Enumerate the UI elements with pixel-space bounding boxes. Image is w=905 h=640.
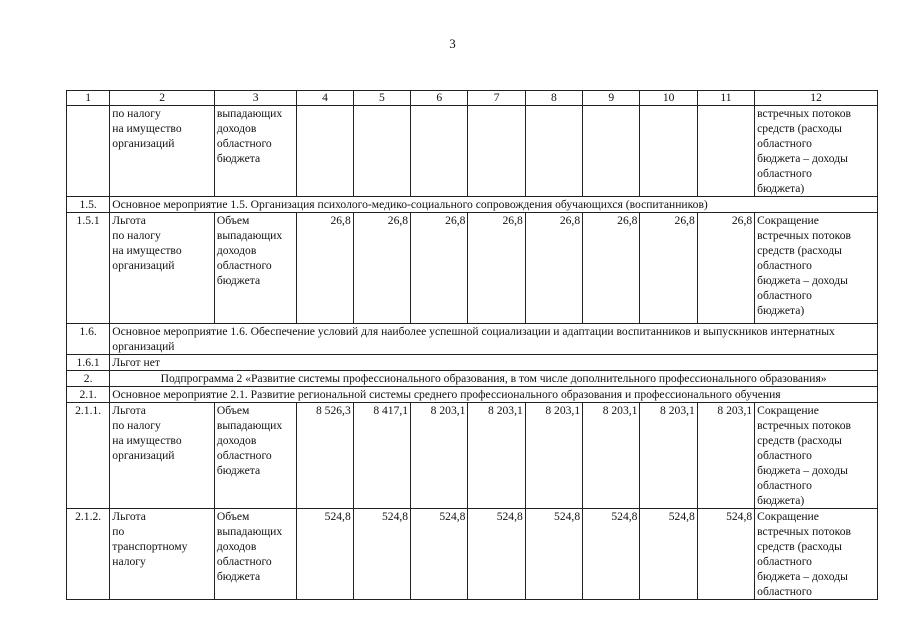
value-cell: 8 203,1 <box>640 403 697 509</box>
value-cell: 524,8 <box>411 509 468 600</box>
page-number: 3 <box>449 36 456 51</box>
row-code: 2.1.1. <box>67 403 110 509</box>
value-cell: 26,8 <box>297 213 353 324</box>
value-cell: 524,8 <box>583 509 640 600</box>
column-header: 10 <box>640 91 697 106</box>
row-code: 1.6. <box>67 324 110 355</box>
column-header: 5 <box>353 91 410 106</box>
value-cell: 8 203,1 <box>525 403 582 509</box>
value-cell <box>297 106 353 197</box>
row-code: 1.5. <box>67 197 110 213</box>
value-cell <box>640 106 697 197</box>
value-cell: 8 203,1 <box>697 403 754 509</box>
value-cell: 26,8 <box>353 213 410 324</box>
value-cell: 8 417,1 <box>353 403 410 509</box>
section-title-cell: Основное мероприятие 1.5. Организация психолого-медико-социального сопровождения обучающихся (воспитанников) <box>110 197 878 213</box>
value-cell: 8 203,1 <box>411 403 468 509</box>
column-header: 8 <box>525 91 582 106</box>
value-cell <box>697 106 754 197</box>
indicator-cell: Объем выпадающих доходов областного бюджета <box>214 403 297 509</box>
value-cell <box>583 106 640 197</box>
table-row <box>67 106 878 197</box>
row-code: 2. <box>67 371 110 387</box>
table-row <box>67 509 878 600</box>
column-header: 12 <box>755 91 878 106</box>
table-row <box>67 197 878 213</box>
indicator-cell: Объем выпадающих доходов областного бюджета <box>214 509 297 600</box>
column-header: 3 <box>214 91 297 106</box>
column-header: 1 <box>67 91 110 106</box>
column-header: 7 <box>468 91 525 106</box>
value-cell: 8 526,3 <box>297 403 353 509</box>
value-cell: 524,8 <box>525 509 582 600</box>
section-title-cell: Льгот нет <box>110 355 878 371</box>
benefit-name-cell: Льгота по налогу на имущество организаций <box>110 213 215 324</box>
value-cell: 524,8 <box>353 509 410 600</box>
column-header: 6 <box>411 91 468 106</box>
value-cell: 26,8 <box>525 213 582 324</box>
value-cell: 8 203,1 <box>583 403 640 509</box>
table-row <box>67 355 878 371</box>
value-cell: 524,8 <box>640 509 697 600</box>
header-row <box>67 91 878 106</box>
result-cell: Сокращение встречных потоков средств (расходы областного бюджета – доходы областного бюджета) <box>755 213 878 324</box>
indicator-cell: выпадающих доходов областного бюджета <box>214 106 297 197</box>
benefit-name-cell: Льгота по налогу на имущество организаций <box>110 403 215 509</box>
column-header: 2 <box>110 91 215 106</box>
value-cell <box>525 106 582 197</box>
value-cell: 524,8 <box>297 509 353 600</box>
indicator-cell: Объем выпадающих доходов областного бюджета <box>214 213 297 324</box>
table-row <box>67 387 878 403</box>
value-cell: 524,8 <box>697 509 754 600</box>
value-cell: 524,8 <box>468 509 525 600</box>
row-code: 1.6.1 <box>67 355 110 371</box>
column-header: 9 <box>583 91 640 106</box>
column-header: 11 <box>697 91 754 106</box>
row-code: 2.1. <box>67 387 110 403</box>
value-cell: 26,8 <box>468 213 525 324</box>
column-header: 4 <box>297 91 353 106</box>
row-code <box>67 106 110 197</box>
row-code: 2.1.2. <box>67 509 110 600</box>
value-cell <box>353 106 410 197</box>
table-row <box>67 324 878 355</box>
benefit-name-cell: Льгота по транспортному налогу <box>110 509 215 600</box>
section-title-cell: Подпрограмма 2 «Развитие системы профессионального образования, в том числе дополнительного профессионального образования» <box>110 371 878 387</box>
value-cell <box>468 106 525 197</box>
benefits-table <box>66 90 878 600</box>
benefit-name-cell: по налогу на имущество организаций <box>110 106 215 197</box>
value-cell: 26,8 <box>411 213 468 324</box>
result-cell: Сокращение встречных потоков средств (расходы областного бюджета – доходы областного бюджета) <box>755 403 878 509</box>
result-cell: Сокращение встречных потоков средств (расходы областного бюджета – доходы областного <box>755 509 878 600</box>
table-row <box>67 371 878 387</box>
table-row <box>67 403 878 509</box>
value-cell <box>411 106 468 197</box>
value-cell: 26,8 <box>583 213 640 324</box>
section-title-cell: Основное мероприятие 1.6. Обеспечение условий для наиболее успешной социализации и адаптации воспитанников и выпускников интернатных организаций <box>110 324 878 355</box>
value-cell: 8 203,1 <box>468 403 525 509</box>
value-cell: 26,8 <box>697 213 754 324</box>
section-title-cell: Основное мероприятие 2.1. Развитие региональной системы среднего профессионального образования и профессионального обучения <box>110 387 878 403</box>
row-code: 1.5.1 <box>67 213 110 324</box>
value-cell: 26,8 <box>640 213 697 324</box>
result-cell: встречных потоков средств (расходы областного бюджета – доходы областного бюджета) <box>755 106 878 197</box>
table-body <box>67 91 878 600</box>
table-row <box>67 213 878 324</box>
